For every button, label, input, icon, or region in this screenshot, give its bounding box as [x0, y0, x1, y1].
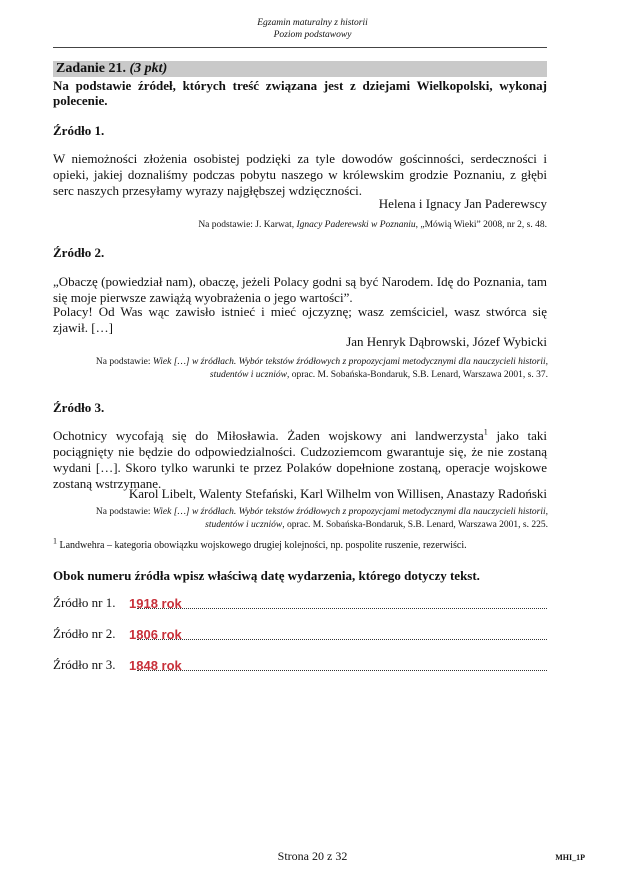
- header-divider: [53, 47, 547, 48]
- answer-line[interactable]: [137, 639, 547, 640]
- source-3-text-part-b: jako taki pociągnięty nie będzie do odpowiedzialności. Cudzoziemcom gwarantuje się, że nie zostaną wydani […]. Skoro tylko warunki te przez Polaków dopełnione zostaną, operacje wojskowe zostaną wstrzymane.: [53, 428, 547, 491]
- answer-row-1: [53, 594, 547, 612]
- source-3-text: [53, 428, 547, 492]
- answer-label: Źródło nr 3.: [53, 657, 116, 672]
- source-3-text-part-a: Ochotnicy wycofają się do Miłosławia. Żaden wojskowy ani landwerzysta: [53, 428, 484, 443]
- task-instruction: Na podstawie źródeł, których treść związana jest z dziejami Wielkopolski, wykonaj polecenie.: [53, 78, 547, 108]
- answer-row-2: [53, 625, 547, 643]
- source-1-heading: Źródło 1.: [53, 123, 105, 138]
- source-2-heading: Źródło 2.: [53, 245, 105, 260]
- exam-code: MHI_1P: [555, 853, 585, 862]
- citation-title: Ignacy Paderewski w Poznaniu: [296, 220, 416, 230]
- answer-label: Źródło nr 1.: [53, 595, 116, 610]
- footnote-text: Landwehra – kategoria obowiązku wojskowego drugiej kolejności, np. pospolite ruszenie, rezerwiści.: [57, 540, 467, 551]
- source-2-citation: [60, 356, 548, 382]
- citation-prefix: Na podstawie: J. Karwat,: [198, 220, 297, 230]
- source-1-author: Helena i Ignacy Jan Paderewscy: [378, 196, 547, 211]
- exam-level: Poziom podstawowy: [273, 30, 352, 40]
- citation-suffix: , oprac. M. Sobańska-Bondaruk, S.B. Lenard, Warszawa 2001, s. 225.: [282, 520, 548, 530]
- source-2-author: Jan Henryk Dąbrowski, Józef Wybicki: [346, 334, 547, 349]
- citation-prefix: Na podstawie:: [95, 507, 153, 517]
- exam-title: Egzamin maturalny z historii: [257, 18, 368, 28]
- footnote-mark: 1: [53, 536, 57, 546]
- task-number: Zadanie 21.: [56, 61, 127, 76]
- page-number: Strona 20 z 32: [277, 849, 348, 863]
- handwritten-answer: 1918 rok: [129, 596, 182, 611]
- citation-prefix: Na podstawie:: [95, 357, 153, 367]
- answer-label: Źródło nr 2.: [53, 626, 116, 641]
- task-points: (3 pkt): [129, 61, 168, 76]
- source-2-text: Polacy! Od Was wąc zawisło istnieć i mieć ojczyznę; wasz zemściciel, wasz stwórca się zjawił. […]: [53, 304, 547, 335]
- citation-suffix: , oprac. M. Sobańska-Bondaruk, S.B. Lenard, Warszawa 2001, s. 37.: [286, 370, 548, 380]
- source-3-heading: Źródło 3.: [53, 400, 105, 415]
- question-text: Obok numeru źródła wpisz właściwą datę wydarzenia, którego dotyczy tekst.: [53, 568, 480, 583]
- footnote-marker: 1: [483, 427, 488, 437]
- answer-row-3: [53, 656, 547, 674]
- handwritten-answer: 1848 rok: [129, 658, 182, 673]
- source-1-citation: [198, 219, 547, 232]
- source-2-quote: „Obaczę (powiedział nam), obaczę, jeżeli Polacy godni są być Narodem. Idę do Poznania, tam się moje pierwsze zawiążą wyobrażenia o jego wartości”.: [53, 274, 547, 305]
- source-3-author: Karol Libelt, Walenty Stefański, Karl Wilhelm von Willisen, Anastazy Radoński: [128, 486, 547, 501]
- citation-title: Wiek […] w źródłach. Wybór tekstów źródłowych z propozycjami metodycznymi dla nauczycieli historii, studentów i uczniów: [152, 357, 548, 380]
- citation-suffix: , „Mówią Wieki” 2008, nr 2, s. 48.: [415, 220, 547, 230]
- source-3-citation: [60, 506, 548, 532]
- answer-line[interactable]: [137, 670, 547, 671]
- footnote: [53, 536, 553, 552]
- source-1-text: W niemożności złożenia osobistej podzięki za tyle dowodów gościnności, serdeczności i opieki, jakiej doznaliśmy podczas pobytu naszego w królewskim grodzie Poznaniu, z głębi serc naszych przesyłamy wyrazy najgłębszej wdzięczności.: [53, 151, 547, 198]
- citation-title: Wiek […] w źródłach. Wybór tekstów źródłowych z propozycjami metodycznymi dla nauczycieli historii, studentów i uczniów: [152, 507, 548, 530]
- handwritten-answer: 1806 rok: [129, 627, 182, 642]
- task-title: [56, 61, 167, 77]
- answer-line[interactable]: [137, 608, 547, 609]
